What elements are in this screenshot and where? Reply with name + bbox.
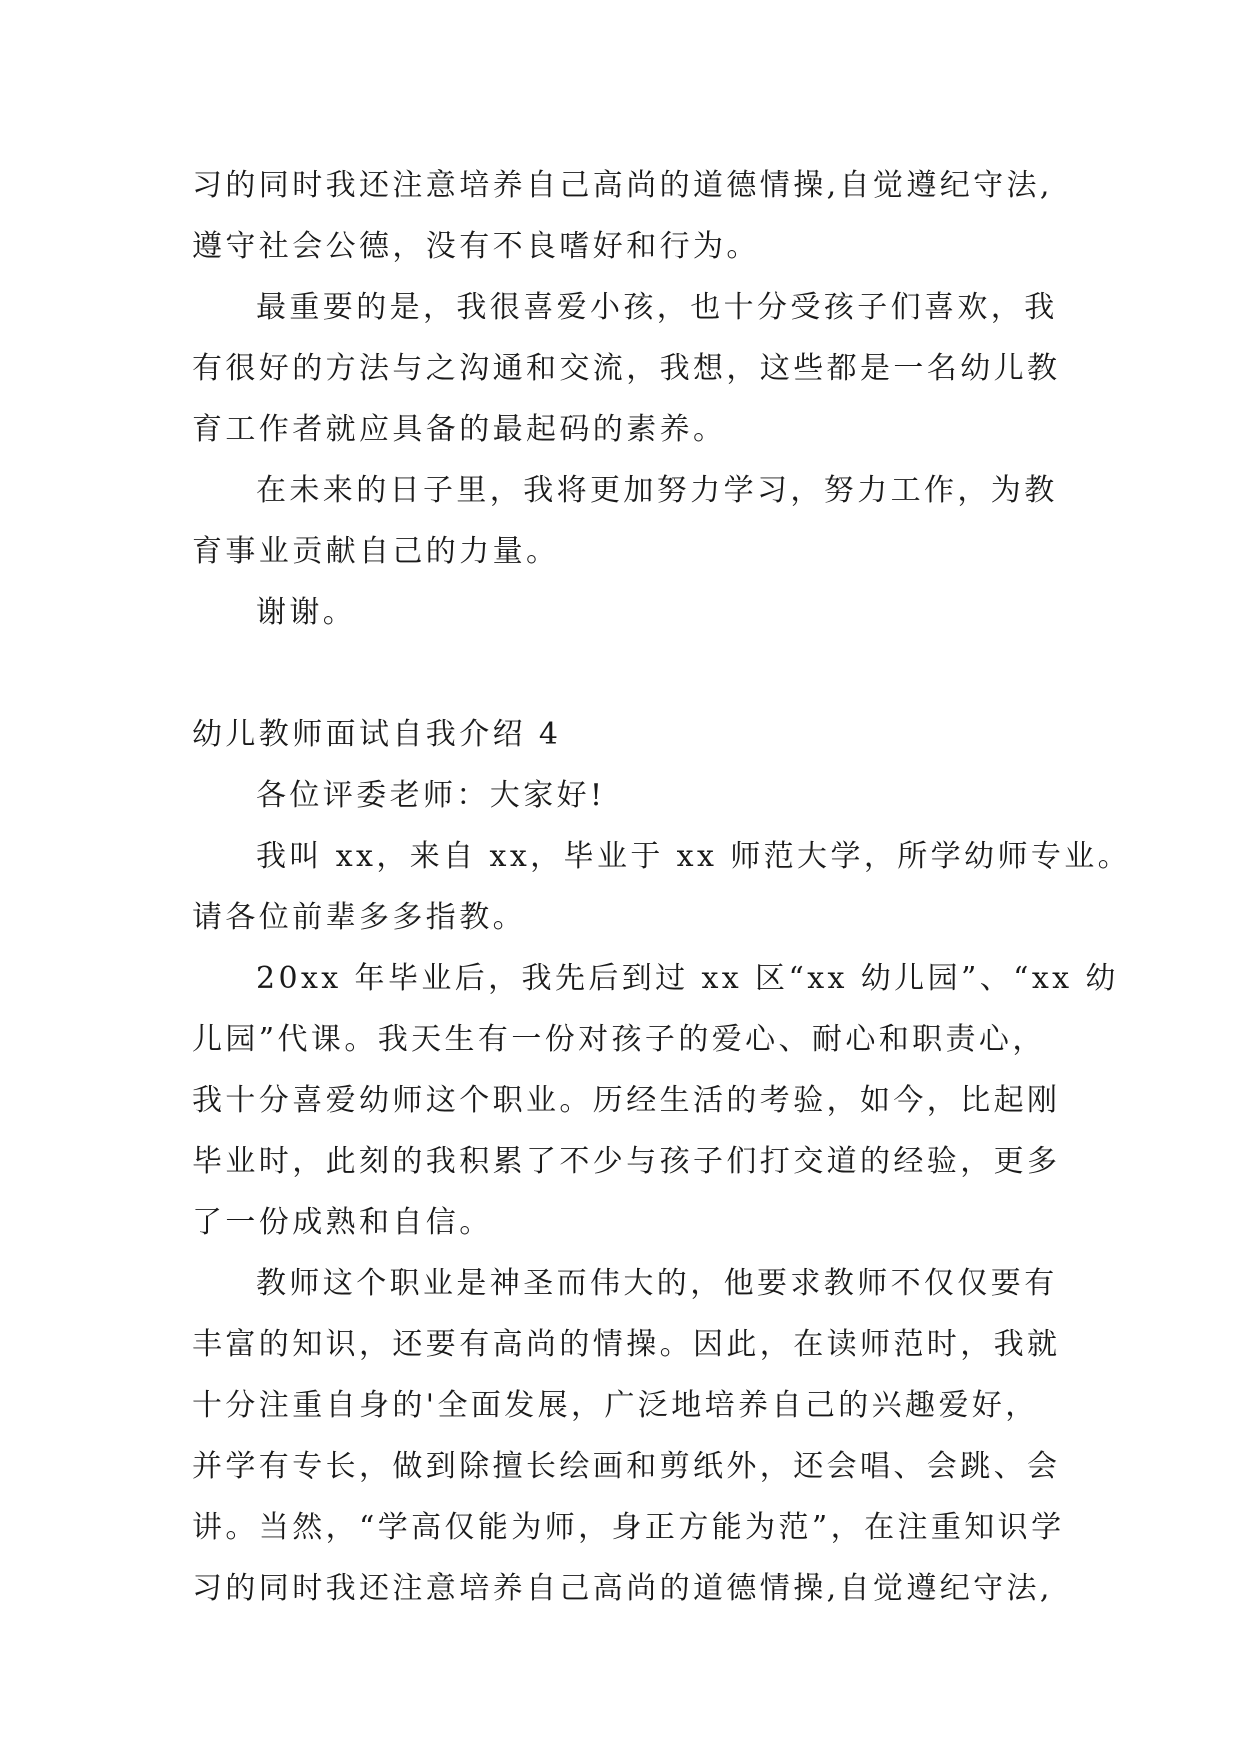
paragraph-first-line: 最重要的是，我很喜爱小孩，也十分受孩子们喜欢，我 bbox=[256, 290, 1058, 325]
text-line: 了一份成熟和自信。 bbox=[192, 1205, 493, 1240]
paragraph-first-line: 20xx 年毕业后，我先后到过 xx 区“xx 幼儿园”、“xx 幼 bbox=[256, 961, 1119, 996]
text-line: 请各位前辈多多指教。 bbox=[192, 900, 526, 935]
text-line: 并学有专长，做到除擅长绘画和剪纸外，还会唱、会跳、会 bbox=[192, 1449, 1061, 1484]
text-line: 丰富的知识，还要有高尚的情操。因此，在读师范时，我就 bbox=[192, 1327, 1061, 1362]
text-line: 习的同时我还注意培养自己高尚的道德情操,自觉遵纪守法, bbox=[192, 1571, 1053, 1606]
section-heading: 幼儿教师面试自我介绍 4 bbox=[192, 717, 562, 752]
paragraph-first-line: 在未来的日子里，我将更加努力学习，努力工作，为教 bbox=[256, 473, 1058, 508]
paragraph-first-line: 我叫 xx，来自 xx，毕业于 xx 师范大学，所学幼师专业。 bbox=[256, 839, 1132, 874]
text-line: 讲。当然，“学高仅能为师，身正方能为范”，在注重知识学 bbox=[192, 1510, 1065, 1545]
text-line: 有很好的方法与之沟通和交流，我想，这些都是一名幼儿教 bbox=[192, 351, 1061, 386]
text-line: 育事业贡献自己的力量。 bbox=[192, 534, 560, 569]
text-line: 毕业时，此刻的我积累了不少与孩子们打交道的经验，更多 bbox=[192, 1144, 1061, 1179]
text-line: 习的同时我还注意培养自己高尚的道德情操,自觉遵纪守法, bbox=[192, 168, 1053, 203]
text-line: 育工作者就应具备的最起码的素养。 bbox=[192, 412, 727, 447]
text-line: 十分注重自身的'全面发展，广泛地培养自己的兴趣爱好， bbox=[192, 1388, 1039, 1423]
paragraph-first-line: 教师这个职业是神圣而伟大的，他要求教师不仅仅要有 bbox=[256, 1266, 1058, 1301]
text-line: 儿园”代课。我天生有一份对孩子的爱心、耐心和职责心， bbox=[192, 1022, 1046, 1057]
greeting-line: 各位评委老师：大家好! bbox=[256, 778, 606, 813]
text-line: 遵守社会公德，没有不良嗜好和行为。 bbox=[192, 229, 760, 264]
closing-line: 谢谢。 bbox=[256, 595, 357, 630]
text-line: 我十分喜爱幼师这个职业。历经生活的考验，如今，比起刚 bbox=[192, 1083, 1061, 1118]
